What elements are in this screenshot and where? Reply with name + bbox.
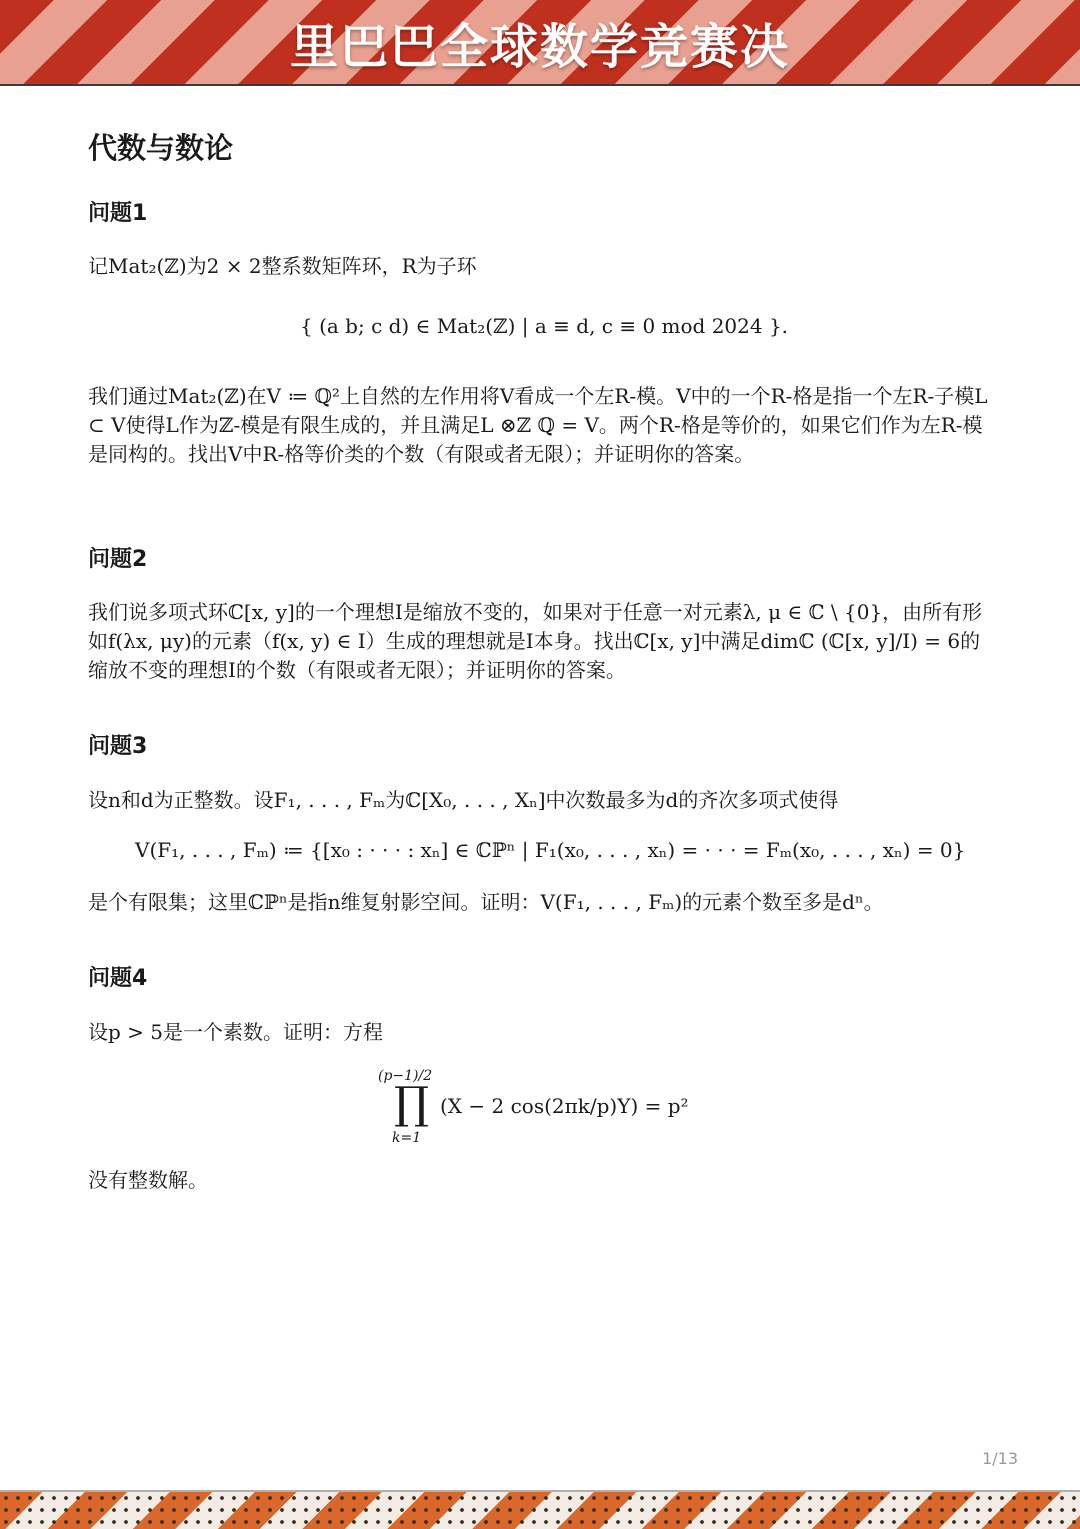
problem-4-title: 问题4	[88, 966, 148, 991]
problem-1-title: 问题1	[88, 201, 148, 226]
problem-1-formula-text: { (a b; c d) ∈ Mat₂(ℤ) | a ≡ d, c ≡ 0 mod 2024 }.	[300, 314, 789, 338]
problem-2-title: 问题2	[88, 547, 148, 572]
section-title: 代数与数论	[88, 131, 234, 165]
problem-4-intro: 设p > 5是一个素数。证明：方程	[88, 1020, 383, 1044]
problem-1-intro: 记Mat₂(ℤ)为2 × 2整系数矩阵环，R为子环	[88, 254, 477, 278]
product-expression: (X − 2 cos(2πk/p)Y) = p²	[440, 1094, 689, 1118]
problem-3-intro: 设n和d为正整数。设F₁, . . . , Fₘ为ℂ[X₀, . . . , Xₙ]中次数最多为d的齐次多项式使得	[88, 788, 839, 812]
top-banner	[0, 0, 1080, 86]
page-number: 1/13	[982, 1449, 1018, 1468]
product-lower-limit: k=1	[392, 1130, 422, 1146]
product-upper-limit: (p−1)/2	[378, 1068, 433, 1084]
problem-3-formula: V(F₁, . . . , Fₘ) ≔ {[x₀ : · · · : xₙ] ∈ ℂℙⁿ | F₁(x₀, . . . , xₙ) = · · · = Fₘ(x₀, . . . , xₙ) = 0}	[135, 838, 966, 862]
document-page	[0, 86, 1080, 1490]
bottom-banner	[0, 1490, 1080, 1529]
problem-2-body: 我们说多项式环ℂ[x, y]的一个理想I是缩放不变的，如果对于任意一对元素λ, μ ∈ ℂ \ {0}，由所有形如f(λx, μy)的元素（f(x, y) ∈ I）生成的理想就是I本身。找出ℂ[x, y]中满足dimℂ (ℂ[x, y]/I) = 6的缩放不变的理想I的个数（有限或者无限）；并证明你的答案。	[88, 600, 983, 682]
problem-4-formula	[378, 1068, 718, 1148]
problem-3-body: 是个有限集；这里ℂℙⁿ是指n维复射影空间。证明：V(F₁, . . . , Fₘ)的元素个数至多是dⁿ。	[88, 890, 884, 914]
problem-4-body: 没有整数解。	[88, 1168, 208, 1192]
problem-3-title: 问题3	[88, 734, 148, 759]
banner-title: 里巴巴全球数学竞赛决	[289, 19, 790, 75]
problem-1-body: 我们通过Mat₂(ℤ)在V ≔ ℚ²上自然的左作用将V看成一个左R-模。V中的一个R-格是指一个左R-子模L ⊂ V使得L作为ℤ-模是有限生成的，并且满足L ⊗ℤ ℚ = V。两个R-格是等价的，如果它们作为左R-模是同构的。找出V中R-格等价类的个数（有限或者无限）；并证明你的答案。	[88, 384, 988, 466]
product-symbol: ∏	[394, 1078, 430, 1129]
problem-1-formula	[300, 314, 788, 338]
